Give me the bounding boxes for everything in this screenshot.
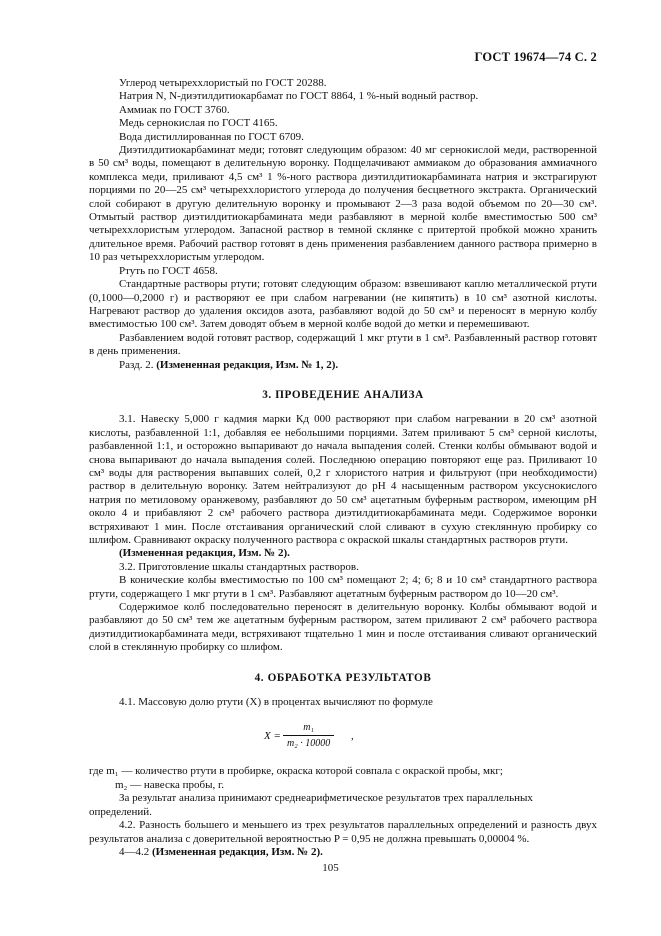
formula-denominator: m₂ · 10000	[283, 735, 334, 750]
clause-3-2-text: В конические колбы вместимостью по 100 см³ помещают 2; 4; 6; 8 и 10 см³ стандартного раствора ртути, содержащего 1 мкг ртути в 1 см³. Разбавляют ацетатным буферным раствором до 10—20 см³.	[89, 574, 597, 600]
clause-4-1: 4.1. Массовую долю ртути (X) в процентах вычисляют по формуле	[119, 696, 433, 709]
formula-tail: ,	[351, 730, 354, 743]
clause-3-2: 3.2. Приготовление шкалы стандартных растворов.	[119, 560, 359, 573]
reagent-line: Углерод четыреххлористый по ГОСТ 20288.	[119, 77, 327, 89]
section-4-title: 4. ОБРАБОТКА РЕЗУЛЬТАТОВ	[254, 671, 432, 684]
formula-fraction	[283, 721, 334, 750]
reagent-line: Аммиак по ГОСТ 3760.	[119, 103, 230, 116]
result-paragraph: За результат анализа принимают среднеарифметическое результатов трех параллельных определений.	[89, 792, 533, 818]
dilution-paragraph: Разбавлением водой готовят раствор, содержащий 1 мкг ртути в 1 см³. Разбавленный раствор готовят в день применения.	[89, 331, 597, 358]
revision-note: Разд. 2. (Измененная редакция, Изм. № 1, 2).	[119, 358, 339, 371]
clause-3-1: 3.1. Навеску 5,000 г кадмия марки Кд 000 растворяют при слабом нагревании в 20 см³ азотной кислоты, разбавленной 1:1, добавляя ее небольшими порциями. Затем приливают 5 см³ серной кислоты, разбавленной 1:1, и осторожно выпаривают до начала выпадения солей. Стенки колбы обмывают водой и снова выпаривают до начала выпадения солей. Последнюю операцию повторяют еще раз. Приливают 10 см³ воды для растворения выпавших солей, 0,2 г хлористого натрия и фильтруют (при необходимости) раствор в делительную воронку. Затем нейтрализуют до pH 4 насыщенным раствором уксуснокислого натрия по метиловому оранжевому, разбавляют до 50 см³ ацетатным буферным раствором, имеющим pH около 4 и прибавляют 2 см³ рабочего раствора диэтилдитиокарбамината меди. Содержимое воронки встряхивают 1 мин. После отстаивания органический слой сливают в сухую стеклянную пробирку со шлифом. Сравнивают окраску полученного раствора с окраской шкалы стандартных растворов ртути.	[89, 413, 597, 546]
formula-legend: m₂ — навеска пробы, г.	[115, 778, 225, 791]
page-header: ГОСТ 19674—74 С. 2	[474, 50, 597, 64]
section-3-title: 3. ПРОВЕДЕНИЕ АНАЛИЗА	[262, 388, 424, 401]
clause-4-2: 4.2. Разность большего и меньшего из трех результатов параллельных определений и разность двух результатов анализа с доверительной вероятностью P = 0,95 не должна превышать 0,00004 %.	[89, 819, 597, 845]
revision-note: (Измененная редакция, Изм. № 2).	[119, 547, 290, 560]
copper-reagent-paragraph: Диэтилдитиокарбаминат меди; готовят следующим образом: 40 мг сернокислой меди, растворенной в 50 см³ воды, помещают в делительную воронку. Подщелачивают аммиаком до образования аммиачного комплекса меди, приливают 4,5 см³ 1 %-ного раствора диэтилдитиокарбамината натрия и экстрагируют порциями по 20—25 см³ четыреххлористого углерода до получения бесцветного экстракта. Органический слой собирают в другую делительную воронку и промывают 2—3 раза водой объемом по 20—30 см³. Отмытый раствор диэтилдитиокарбамината меди разбавляют в мерной колбе вместимостью 500 см³ четыреххлористым углеродом. Запасной раствор в темной склянке с притертой пробкой можно хранить длительное время. Рабочий раствор готовят в день применения разбавлением данного раствора примерно в 10 раз четыреххлористым углеродом.	[89, 144, 597, 264]
formula	[89, 721, 597, 755]
document-body	[89, 77, 597, 859]
formula-legend: где m₁ — количество ртути в пробирке, окраска которой совпала с окраской пробы, мкг;	[89, 765, 503, 778]
reagent-line: Медь сернокислая по ГОСТ 4165.	[119, 117, 278, 130]
clause-3-2-text: Содержимое колб последовательно переносят в делительную воронку. Колбы обмывают водой и разбавляют до 50 см³ тем же ацетатным буферным раствором, затем приливают 2 см³ рабочего раствора диэтилдитиокарбамината меди, встряхивают тщательно 1 мин и после отстаивания сливают органический слой в стеклянную пробирку со шлифом.	[89, 601, 597, 654]
formula-lhs: X =	[264, 730, 281, 743]
reagent-line: Натрия N, N-диэтилдитиокарбамат по ГОСТ 8864, 1 %-ный водный раствор.	[119, 90, 479, 103]
revision-note: 4—4.2 (Измененная редакция, Изм. № 2).	[119, 845, 323, 858]
standard-solutions-paragraph: Стандартные растворы ртути; готовят следующим образом: взвешивают каплю металлической ртути (0,1000—0,2000 г) и растворяют ее при слабом нагревании (не кипятить) в 10 см³ азотной кислоты. Нагревают раствор до удаления оксидов азота, разбавляют водой до 50 см³ и переносят в мерную колбу вместимостью 100 см³. Затем доводят объем в мерной колбе водой до метки и перемешивают.	[89, 278, 597, 331]
page-number: 105	[322, 862, 339, 874]
mercury-reagent-line: Ртуть по ГОСТ 4658.	[119, 264, 218, 277]
reagent-line: Вода дистиллированная по ГОСТ 6709.	[119, 130, 304, 143]
formula-numerator: m₁	[303, 722, 314, 734]
